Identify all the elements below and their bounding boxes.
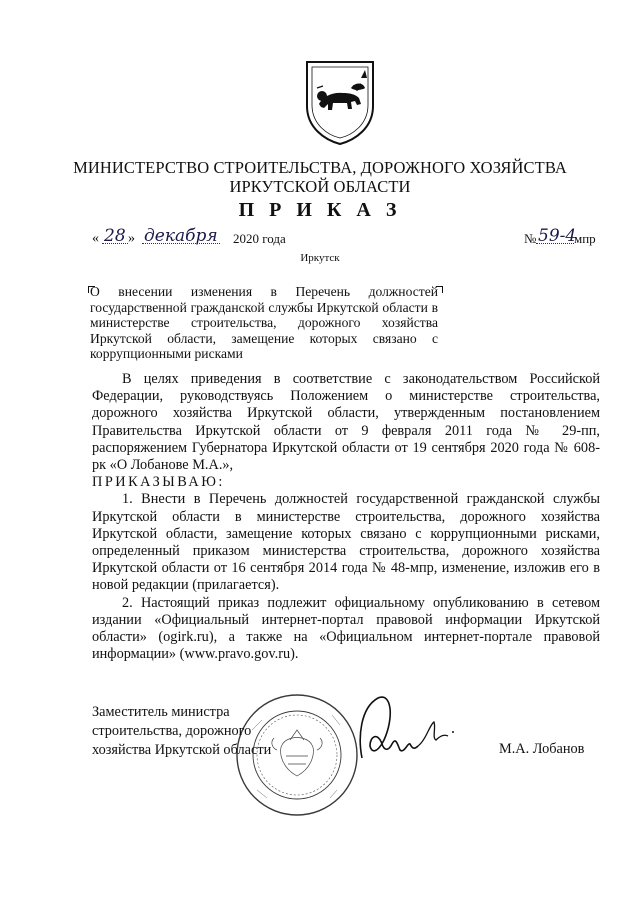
order-subject-text: О внесении изменения в Перечень должностей государственной гражданской службы Иркутской области в министерстве строительства, дорожного хозяйства Иркутской области, замещение которых связано с коррупционными рисками xyxy=(90,284,438,361)
order-directive: ПРИКАЗЫВАЮ: xyxy=(92,474,225,491)
date-year: 2020 года xyxy=(233,231,286,246)
handwritten-signature-icon xyxy=(348,688,478,778)
date-open-quote: « xyxy=(92,231,99,246)
month-underline xyxy=(142,243,220,244)
signer-position-line-1: Заместитель министра xyxy=(92,704,230,720)
signer-name: М.А. Лобанов xyxy=(499,741,585,757)
city-label: Иркутск xyxy=(300,252,340,264)
order-body xyxy=(92,371,600,663)
number-underline xyxy=(536,243,574,244)
document-type-title: П Р И К А З xyxy=(238,199,402,221)
date-day-handwritten: 28 xyxy=(104,226,126,246)
date-number-row xyxy=(92,226,612,251)
order-number-handwritten: 59-4 xyxy=(538,226,577,246)
clause-2-paragraph: 2. Настоящий приказ подлежит официальному опубликованию в сетевом издании «Официальный интернет-портал правовой информации Иркутской области» (ogirk.ru), а также на «Официальном интернет-портале правовой информации» (www.pravo.gov.ru). xyxy=(92,594,600,663)
preamble-paragraph: В целях приведения в соответствие с законодательством Российской Федерации, руководствуясь Положением о министерстве строительства, дорожного хозяйства Иркутской области, утвержденным постановлением Правительства Иркутской области от 9 февраля 2011 года № 29-пп, распоряжением Губернатора Иркутской области от 19 сентября 2020 года № 608-рк «О Лобанове М.А.», xyxy=(92,371,600,474)
number-prefix: № xyxy=(524,231,537,246)
signer-position-line-3: хозяйства Иркутской области xyxy=(92,742,272,758)
day-underline xyxy=(102,243,128,244)
coat-of-arms-icon xyxy=(303,58,377,146)
signer-position-line-2: строительства, дорожного xyxy=(92,723,252,739)
ministry-line-1: МИНИСТЕРСТВО СТРОИТЕЛЬСТВА, ДОРОЖНОГО ХОЗЯЙСТВА xyxy=(73,158,567,177)
number-suffix: мпр xyxy=(574,231,596,246)
signer-position xyxy=(92,703,292,760)
order-subject xyxy=(90,284,438,362)
clause-1-paragraph: 1. Внести в Перечень должностей государственной гражданской службы Иркутской области в министерстве строительства, дорожного хозяйства Иркутской области, замещение которых связано с коррупционными рисками, определенный приказом министерства строительства, дорожного хозяйства Иркутской области от 16 сентября 2014 года № 48-мпр, изменение, изложив его в новой редакции (прилагается). xyxy=(92,491,600,594)
date-month-handwritten: декабря xyxy=(144,226,218,246)
ministry-name xyxy=(60,158,580,196)
ministry-line-2: ИРКУТСКОЙ ОБЛАСТИ xyxy=(229,177,411,196)
date-close-quote: » xyxy=(128,231,135,246)
